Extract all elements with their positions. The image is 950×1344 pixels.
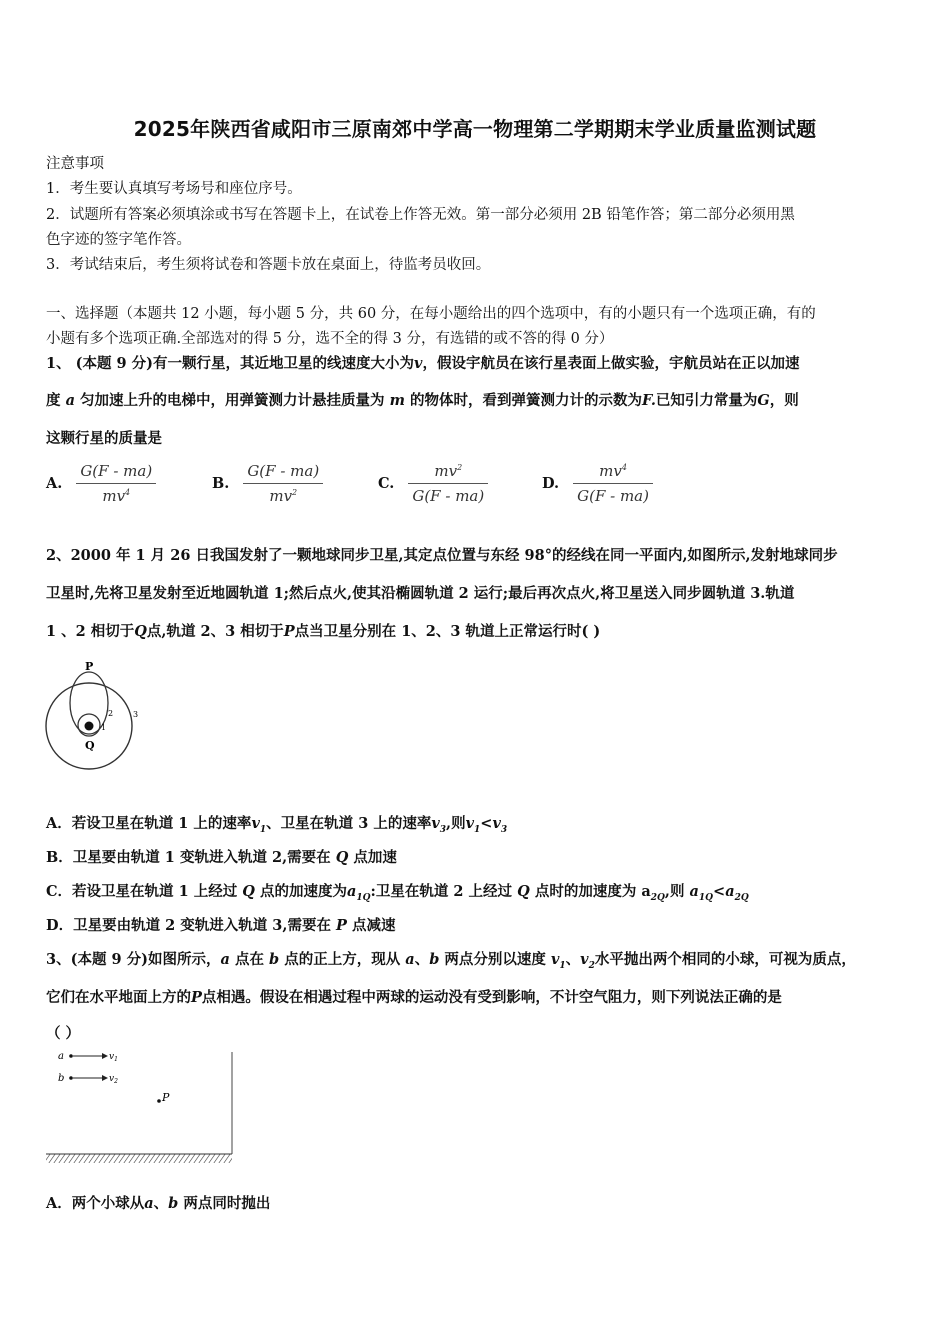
point-b <box>69 1076 73 1080</box>
q2-line-2: 卫星时,先将卫星发射至近地圆轨道 1;然后点火,使其沿椭圆轨道 2 运行;最后再次点火,将卫星送入同步圆轨道 3.轨道 <box>46 585 795 602</box>
q1-option-b[interactable]: B. $\frac{G(F - ma)}{mv^2}$ <box>212 462 323 505</box>
notice-item-3: 3．考试结束后，考生须将试卷和答题卡放在桌面上，待监考员收回。 <box>46 257 491 273</box>
label-2: 2 <box>108 709 114 718</box>
label-1: 1 <box>101 723 107 732</box>
point-p <box>157 1099 161 1103</box>
q2-option-d[interactable]: D．卫星要由轨道 2 变轨进入轨道 3,需要在 P 点减速 <box>46 917 396 934</box>
formula: $\frac{G(F - ma)}{mv^2}$ <box>243 462 323 505</box>
q2-option-a[interactable]: A．若设卫星在轨道 1 上的速率$v_1$、卫星在轨道 3 上的速率$v_3$,则$v_1<v_3$ <box>46 815 508 835</box>
q3-option-a[interactable]: A．两个小球从a、b 两点同时抛出 <box>46 1195 271 1212</box>
q1-option-c[interactable]: C. $\frac{mv^2}{G(F - ma)}$ <box>378 462 488 505</box>
q2-line-3: 1 、2 相切于Q点,轨道 2、3 相切于P点当卫星分别在 1、2、3 轨道上正常运行时( ) <box>46 623 601 640</box>
label-v1: $v_1$ <box>109 1052 118 1063</box>
notice-item-2-cont: 色字迹的签字笔作答。 <box>46 232 191 248</box>
section-header-line-2: 小题有多个选项正确.全部选对的得 5 分，选不全的得 3 分，有选错的或不答的得 0 分） <box>46 331 614 347</box>
q1-option-d[interactable]: D. $\frac{mv^4}{G(F - ma)}$ <box>542 462 653 505</box>
notice-heading: 注意事项 <box>46 156 104 172</box>
orbit-diagram <box>44 656 144 778</box>
formula: $\frac{mv^4}{G(F - ma)}$ <box>573 462 653 505</box>
q1-option-a[interactable]: A. $\frac{G(F - ma)}{mv^4}$ <box>46 462 156 505</box>
notice-item-2: 2．试题所有答案必须填涂或书写在答题卡上，在试卷上作答无效。第一部分必须用 2B 铅笔作答；第二部分必须用黑 <box>46 207 795 223</box>
earth <box>85 722 94 731</box>
label-3: 3 <box>133 710 139 719</box>
q3-line-2: 它们在水平地面上方的P点相遇。假设在相遇过程中两球的运动没有受到影响，不计空气阻力，则下列说法正确的是 <box>46 989 782 1006</box>
q2-option-b[interactable]: B．卫星要由轨道 1 变轨进入轨道 2,需要在 Q 点加速 <box>46 849 397 866</box>
label-q: Q <box>85 739 95 752</box>
projectile-diagram <box>44 1048 238 1168</box>
point-a <box>69 1054 73 1058</box>
section-header-line-1: 一、选择题（本题共 12 小题，每小题 5 分，共 60 分，在每小题给出的四个选项中，有的小题只有一个选项正确，有的 <box>46 306 816 322</box>
ground <box>46 1154 232 1163</box>
label-b: b <box>58 1073 65 1084</box>
q1-line-3: 这颗行星的质量是 <box>46 430 162 447</box>
formula: $\frac{mv^2}{G(F - ma)}$ <box>408 462 488 505</box>
q2-line-1: 2、2000 年 1 月 26 日我国发射了一颗地球同步卫星,其定点位置与东经 98°的经线在同一平面内,如图所示,发射地球同步 <box>46 547 838 564</box>
formula: $\frac{G(F - ma)}{mv^4}$ <box>76 462 156 505</box>
label-p: P <box>85 660 94 673</box>
q2-option-c[interactable]: C．若设卫星在轨道 1 上经过 Q 点的加速度为$a_{1Q}$:卫星在轨道 2 上经过 Q 点时的加速度为 $a_{2Q}$,则 $a_{1Q}<a_{2Q}$ <box>46 883 749 903</box>
q1-options <box>46 462 906 512</box>
q1-line-1: 1、 (本题 9 分)有一颗行星，其近地卫星的线速度大小为v，假设宇航员在该行星表面上做实验，宇航员站在正以加速 <box>46 355 800 372</box>
page-title: 2025年陕西省咸阳市三原南郊中学高一物理第二学期期末学业质量监测试题 <box>133 117 817 141</box>
label-a: a <box>58 1051 64 1062</box>
label-p: P <box>162 1091 170 1104</box>
q1-line-2: 度 a 匀加速上升的电梯中，用弹簧测力计悬挂质量为 m 的物体时，看到弹簧测力计的示数为F.已知引力常量为G，则 <box>46 392 799 409</box>
q3-line-3: （ ） <box>46 1025 81 1042</box>
q3-line-1: 3、(本题 9 分)如图所示，a 点在 b 点的正上方，现从 a、b 两点分别以速度 $v_1$、$v_2$水平抛出两个相同的小球，可视为质点， <box>46 951 856 971</box>
label-v2: $v_2$ <box>109 1074 118 1085</box>
notice-item-1: 1．考生要认真填写考场号和座位序号。 <box>46 181 302 197</box>
